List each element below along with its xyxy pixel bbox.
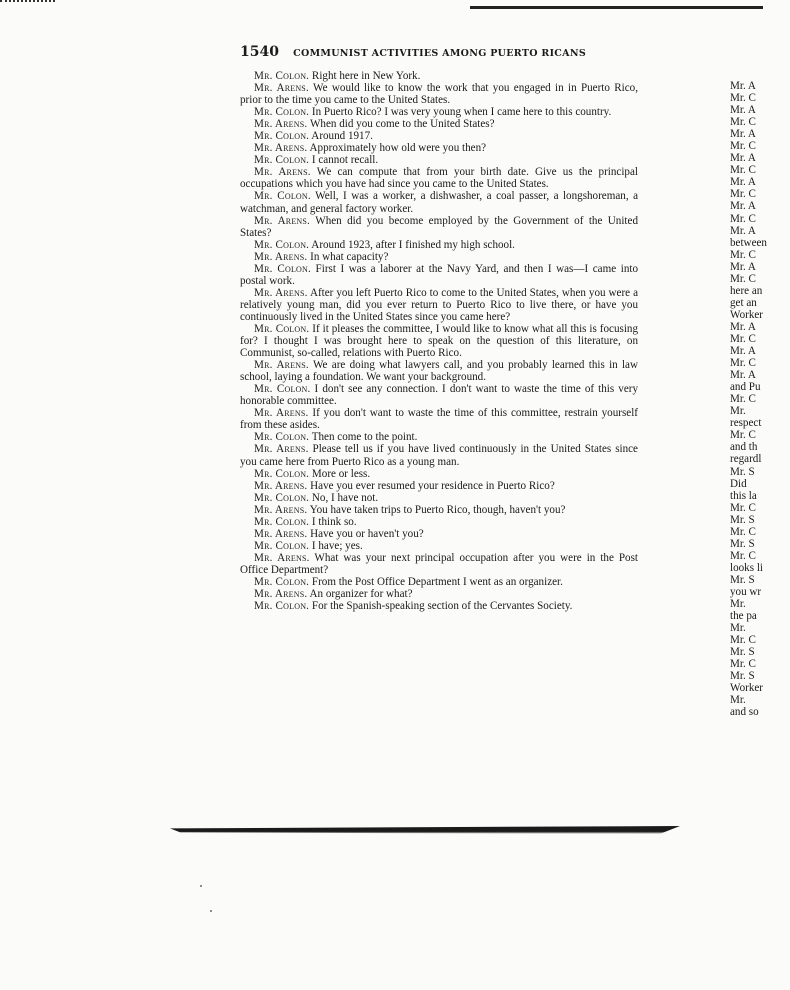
adjacent-line-fragment: Mr. S [730, 465, 755, 478]
testimony-paragraph [240, 552, 638, 576]
statement-text: Well, I was a worker, a dishwasher, a coal passer, a longshoreman, a watchman, and general factory worker. [240, 190, 638, 215]
testimony-paragraph [240, 106, 638, 118]
adjacent-line-fragment: and Pu [730, 381, 761, 394]
statement-text: An organizer for what? [307, 588, 413, 601]
adjacent-line-fragment: Mr. A [730, 345, 756, 358]
testimony-paragraph [240, 576, 638, 588]
testimony-paragraph [240, 516, 638, 528]
adjacent-line-fragment: Mr. A [730, 369, 756, 382]
testimony-paragraph [240, 600, 638, 612]
bottom-rule [170, 826, 680, 834]
speaker-name: Mr. Arens. [254, 214, 311, 227]
adjacent-line-fragment: Did [730, 477, 747, 490]
adjacent-line-fragment: Mr. S [730, 670, 755, 683]
adjacent-line-fragment: Mr. C [730, 248, 756, 261]
statement-text: What was your next principal occupation after you were in the Post Office Department? [240, 551, 638, 576]
adjacent-page-clip [730, 80, 767, 760]
statement-text: I don't see any connection. I don't want to waste the time of this very honorable committee. [240, 383, 639, 408]
speaker-name: Mr. Colon. [254, 322, 310, 335]
speaker-name: Mr. Arens. [254, 250, 308, 263]
testimony-paragraph [240, 443, 638, 467]
adjacent-line-fragment: Mr. A [730, 200, 756, 213]
adjacent-line-fragment: Mr. [730, 405, 746, 418]
statement-text: No, I have not. [309, 491, 379, 504]
adjacent-line-fragment: and so [730, 706, 759, 719]
running-title: COMMUNIST ACTIVITIES AMONG PUERTO RICANS [293, 48, 586, 59]
testimony-paragraph [240, 383, 638, 407]
testimony-paragraph [240, 166, 638, 190]
testimony-paragraph [240, 154, 638, 166]
speaker-name: Mr. Colon. [254, 154, 310, 167]
adjacent-line-fragment: Worker [730, 682, 763, 695]
statement-text: I cannot recall. [309, 154, 379, 167]
statement-text: From the Post Office Department I went as an organizer. [309, 575, 563, 588]
adjacent-line-fragment: Mr. A [730, 224, 756, 237]
testimony-paragraph [240, 118, 638, 130]
speaker-name: Mr. Colon. [254, 262, 311, 275]
statement-text: In Puerto Rico? I was very young when I came here to this country. [309, 106, 612, 119]
speaker-name: Mr. Arens. [254, 118, 308, 131]
speaker-name: Mr. Colon. [254, 238, 310, 251]
adjacent-line-fragment: Mr. C [730, 357, 756, 370]
adjacent-line-fragment: get an [730, 296, 757, 309]
statement-text: Please tell us if you have lived continuously in the United States since you came here from Puerto Rico as a young man. [240, 443, 638, 468]
testimony-paragraph [240, 251, 638, 263]
statement-text: For the Spanish-speaking section of the Cervantes Society. [309, 600, 573, 613]
statement-text: Around 1917. [309, 130, 373, 143]
adjacent-line-fragment: Mr. C [730, 272, 756, 285]
adjacent-line-fragment: the pa [730, 610, 757, 623]
testimony-paragraph [240, 190, 638, 214]
statement-text: When did you come to the United States? [307, 118, 495, 131]
adjacent-line-fragment: Mr. A [730, 320, 756, 333]
testimony-paragraph [240, 323, 638, 359]
scan-speck [200, 885, 202, 887]
adjacent-line-fragment: between [730, 236, 767, 249]
speaker-name: Mr. Colon. [254, 383, 311, 396]
adjacent-line-fragment: Mr. C [730, 525, 756, 538]
testimony-paragraph [240, 588, 638, 600]
adjacent-line-fragment: Mr. C [730, 658, 756, 671]
adjacent-line-fragment: Mr. C [730, 634, 756, 647]
adjacent-line-fragment: Mr. S [730, 513, 755, 526]
scan-speck [210, 910, 212, 912]
adjacent-line-fragment: this la [730, 489, 757, 502]
testimony-paragraph [240, 540, 638, 552]
speaker-name: Mr. Arens. [254, 407, 309, 420]
statement-text: Have you ever resumed your residence in Puerto Rico? [307, 479, 555, 492]
statement-text: After you left Puerto Rico to come to the United States, when you were a relatively young man, did you ever return to Puerto Rico to live there, or have you continuously lived in the United States since you came here? [240, 286, 639, 323]
adjacent-line-fragment: Mr. C [730, 501, 756, 514]
statement-text: Right here in New York. [309, 70, 421, 82]
speaker-name: Mr. Arens. [254, 503, 308, 516]
adjacent-line-fragment: looks li [730, 561, 763, 574]
speaker-name: Mr. Colon. [254, 190, 311, 203]
adjacent-line-fragment: Mr. C [730, 332, 756, 345]
adjacent-line-fragment: Mr. C [730, 164, 756, 177]
adjacent-line-fragment: Mr. C [730, 116, 756, 129]
adjacent-line-fragment: Mr. S [730, 646, 755, 659]
adjacent-line-fragment: Mr. A [730, 152, 756, 165]
statement-text: I think so. [309, 515, 357, 528]
statement-text: We are doing what lawyers call, and you probably learned this in law school, laying a foundation. We want your background. [240, 359, 638, 384]
statement-text: Then come to the point. [309, 431, 418, 444]
speaker-name: Mr. Arens. [254, 588, 308, 601]
speaker-name: Mr. Colon. [254, 431, 310, 444]
page-header [240, 44, 640, 60]
adjacent-line-fragment: Mr. A [730, 128, 756, 141]
statement-text: Approximately how old were you then? [307, 142, 487, 155]
statement-text: First I was a laborer at the Navy Yard, and then I was—I came into postal work. [240, 262, 639, 287]
speaker-name: Mr. Colon. [254, 539, 310, 552]
testimony-paragraph [240, 528, 638, 540]
speaker-name: Mr. Colon. [254, 130, 310, 143]
statement-text: We would like to know the work that you engaged in in Puerto Rico, prior to the time you came to the United States. [240, 82, 638, 107]
testimony-paragraph [240, 215, 638, 239]
adjacent-line-fragment: Mr. C [730, 429, 756, 442]
adjacent-line-fragment: Mr. S [730, 537, 755, 550]
adjacent-line-fragment: Mr. [730, 598, 746, 611]
adjacent-line-fragment: Mr. C [730, 393, 756, 406]
adjacent-line-fragment: Mr. A [730, 104, 756, 117]
speaker-name: Mr. Arens. [254, 359, 309, 372]
adjacent-line-fragment: and th [730, 441, 758, 454]
adjacent-page-column [730, 80, 790, 718]
speaker-name: Mr. Colon. [254, 467, 310, 480]
statement-text: More or less. [309, 467, 371, 480]
scan-edge-marks [0, 0, 55, 4]
adjacent-line-fragment: Mr. C [730, 212, 756, 225]
speaker-name: Mr. Arens. [254, 527, 308, 540]
testimony-column [240, 70, 638, 612]
adjacent-line-fragment: Mr. C [730, 188, 756, 201]
adjacent-line-fragment: Mr. S [730, 573, 755, 586]
testimony-paragraph [240, 492, 638, 504]
speaker-name: Mr. Colon. [254, 491, 310, 504]
statement-text: Have you or haven't you? [307, 527, 424, 540]
adjacent-line-fragment: respect [730, 417, 762, 430]
page-number: 1540 [240, 44, 279, 60]
adjacent-line-fragment: Mr. A [730, 260, 756, 273]
adjacent-line-fragment: Mr. C [730, 140, 756, 153]
speaker-name: Mr. Arens. [254, 286, 308, 299]
speaker-name: Mr. Arens. [254, 142, 308, 155]
statement-text: In what capacity? [307, 250, 389, 263]
speaker-name: Mr. Colon. [254, 106, 310, 119]
adjacent-line-fragment: Mr. A [730, 80, 756, 92]
statement-text: I have; yes. [309, 539, 363, 552]
testimony-paragraph [240, 263, 638, 287]
testimony-paragraph [240, 407, 638, 431]
speaker-name: Mr. Arens. [254, 166, 311, 179]
testimony-paragraph [240, 431, 638, 443]
testimony-paragraph [240, 239, 638, 251]
speaker-name: Mr. Colon. [254, 515, 310, 528]
adjacent-line-fragment: regardl [730, 453, 762, 466]
speaker-name: Mr. Colon. [254, 600, 310, 613]
testimony-paragraph [240, 480, 638, 492]
statement-text: If it pleases the committee, I would like to know what all this is focusing for? I thought I was brought here to speak on the question of this literature, on Communist, so-called, relations with Puerto Rico. [240, 322, 638, 360]
statement-text: We can compute that from your birth date. Give us the principal occupations which you have had since you came to the United States. [240, 166, 638, 191]
testimony-paragraph [240, 82, 638, 106]
testimony-paragraph [240, 287, 638, 323]
statement-text: Around 1923, after I finished my high school. [309, 238, 515, 251]
adjacent-line-fragment: you wr [730, 585, 762, 598]
speaker-name: Mr. Arens. [254, 82, 309, 95]
top-rule [470, 6, 763, 9]
speaker-name: Mr. Arens. [254, 443, 309, 456]
testimony-paragraph [240, 142, 638, 154]
statement-text: When did you become employed by the Government of the United States? [240, 214, 638, 239]
adjacent-line-fragment: Worker [730, 308, 763, 321]
adjacent-line-fragment: Mr. A [730, 176, 756, 189]
statement-text: If you don't want to waste the time of this committee, restrain yourself from these asides. [240, 407, 638, 432]
adjacent-line-fragment: Mr. [730, 622, 746, 635]
speaker-name: Mr. Arens. [254, 551, 310, 564]
speaker-name: Mr. Arens. [254, 479, 308, 492]
adjacent-line-fragment: here an [730, 284, 763, 297]
testimony-paragraph [240, 468, 638, 480]
adjacent-line-fragment: Mr. C [730, 92, 756, 105]
testimony-paragraph [240, 359, 638, 383]
adjacent-line-fragment: Mr. C [730, 549, 756, 562]
statement-text: You have taken trips to Puerto Rico, though, haven't you? [307, 503, 566, 516]
speaker-name: Mr. Colon. [254, 70, 310, 82]
testimony-paragraph [240, 130, 638, 142]
adjacent-line-fragment: Mr. [730, 694, 746, 707]
testimony-paragraph [240, 504, 638, 516]
speaker-name: Mr. Colon. [254, 575, 310, 588]
testimony-paragraph [240, 70, 638, 82]
